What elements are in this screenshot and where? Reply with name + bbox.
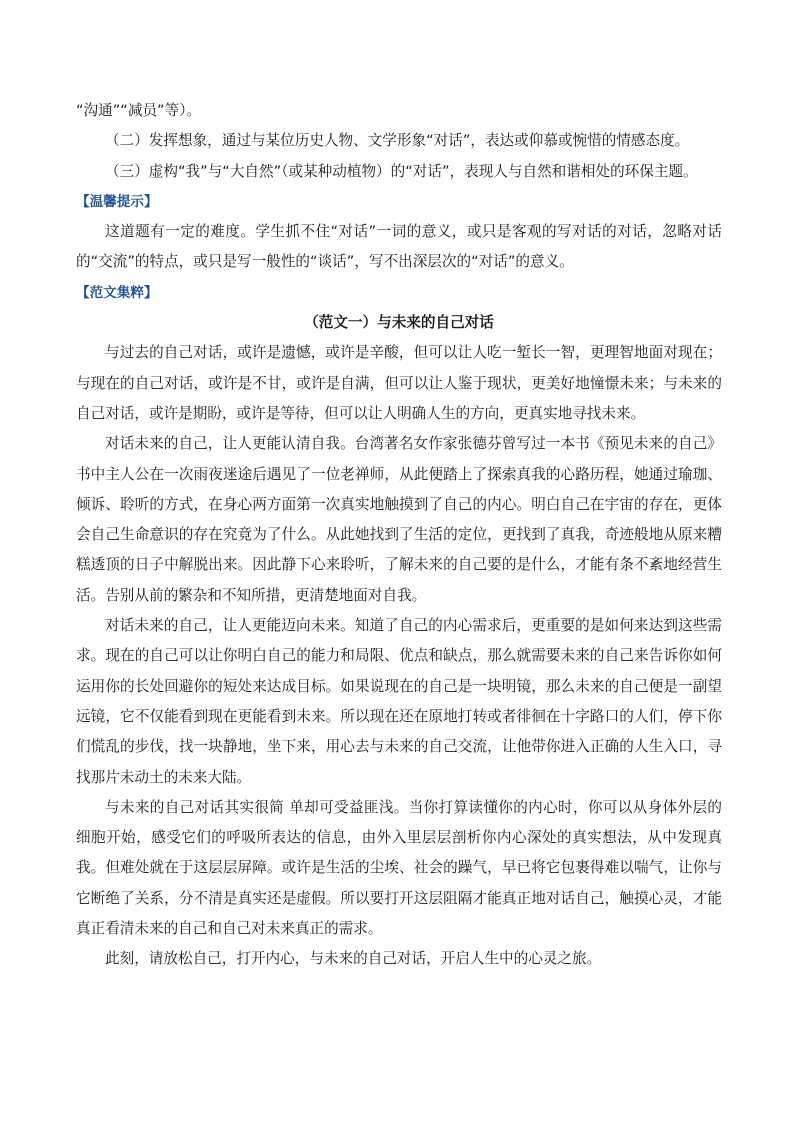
document-body	[76, 96, 722, 975]
point-two: （二）发挥想象，通过与某位历史人物、文学形象“对话”，表达或仰慕或惋惜的情感态度。	[105, 132, 690, 150]
tips-body: 这道题有一定的难度。学生抓不住“对话”一词的意义，或只是客观的写对话的对话，忽略对话的“交流”的特点，或只是写一般性的“谈话”，写不出深层次的“对话”的意义。	[76, 223, 722, 271]
tips-heading: 【温馨提示】	[76, 193, 158, 210]
sample-paragraph: 对话未来的自己，让人更能认清自我。台湾著名女作家张德芬曾写过一本书《预见未来的自己》书中主人公在一次雨夜迷途后遇见了一位老禅师，从此便踏上了探索真我的心路历程，她通过瑜珈、倾诉、聆听的方式，在身心两方面第一次真实地触摸到了自己的内心。明白自己在宇宙的存在，更体会自己生命意识的存在究竟为了什么。从此她找到了生活的定位，更找到了真我，奇迹般地从原来糟糕透顶的日子中解脱出来。因此静下心来聆听，了解未来的自己要的是什么，才能有条不紊地经营生活。告别从前的繁杂和不知所措，更清楚地面对自我。	[76, 435, 722, 604]
text-line-continuation: “沟通”“减员”等）。	[76, 102, 202, 119]
sample-paragraph: 与过去的自己对话，或许是遗憾，或许是辛酸，但可以让人吃一堑长一智，更理智地面对现在；与现在的自己对话，或许是不甘，或许是自满，但可以让人鉴于现状，更美好地憧憬未来；与未来的自己对话，或许是期盼，或许是等待，但可以让人明确人生的方向，更真实地寻找未来。	[76, 344, 722, 422]
sample-paragraph: 与未来的自己对话其实很简 单却可受益匪浅。当你打算读懂你的内心时，你可以从身体外层的细胞开始，感受它们的呼吸所表达的信息，由外入里层层剖析你内心深处的真实想法，从中发现真我。但难处就在于这层层屏障。或许是生活的尘埃、社会的躁气，早已将它包裹得难以喘气，让你与它断绝了关系，分不清是真实还是虚假。所以要打开这层阻隔才能真正地对话自己，触摸心灵，才能真正看清未来的自己和自己对未来真正的需求。	[76, 798, 722, 938]
sample-paragraph: 此刻，请放松自己，打开内心，与未来的自己对话，开启人生中的心灵之旅。	[105, 950, 602, 968]
sample-title: （范文一）与未来的自己对话	[304, 314, 494, 332]
point-three: （三）虚构“我”与“大自然”（或某种动植物）的“对话”，表现人与自然和谐相处的环保主题。	[105, 162, 698, 180]
samples-heading: 【范文集粹】	[76, 284, 158, 301]
sample-paragraph: 对话未来的自己，让人更能迈向未来。知道了自己的内心需求后，更重要的是如何来达到这些需求。现在的自己可以让你明白自己的能力和局限、优点和缺点，那么就需要未来的自己来告诉你如何运用你的长处回避你的短处来达成目标。如果说现在的自己是一块明镜，那么未来的自己便是一副望远镜，它不仅能看到现在更能看到未来。所以现在还在原地打转或者徘徊在十字路口的人们，停下你们慌乱的步伐，找一块静地，坐下来，用心去与未来的自己交流，让他带你进入正确的人生入口，寻找那片未动土的未来大陆。	[76, 617, 722, 786]
